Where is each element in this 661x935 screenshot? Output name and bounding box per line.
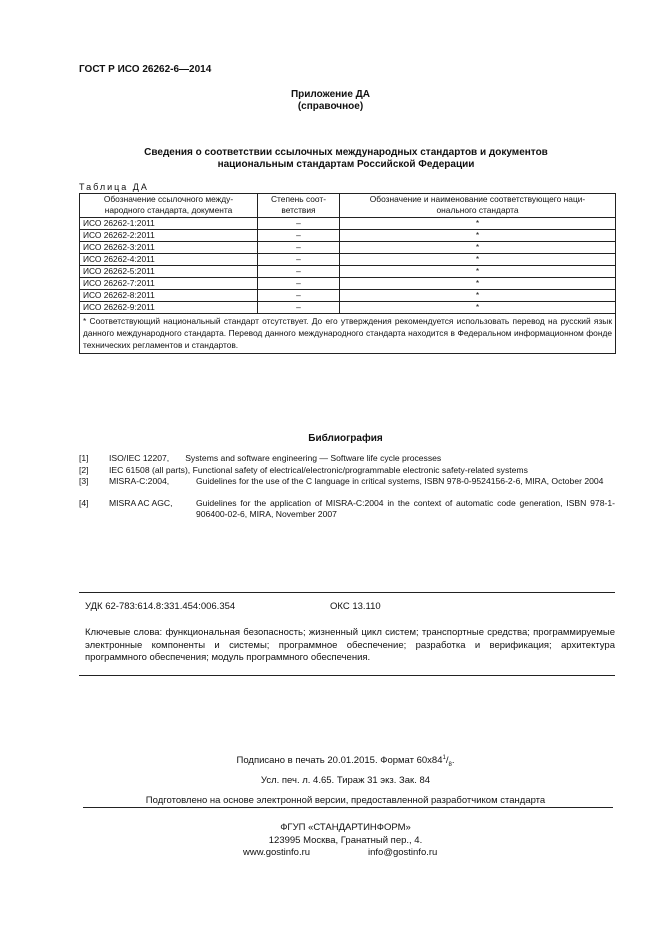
table-row (80, 290, 616, 302)
cell-reference: ИСО 26262-2:2011 (80, 230, 258, 242)
bibliography-heading: Библиография (308, 433, 383, 444)
col-header-national-l2: онального стандарта (436, 205, 519, 215)
cell-degree: – (258, 278, 340, 290)
bib-text (109, 453, 615, 464)
col-header-national (340, 194, 616, 218)
bib-number: [2] (79, 465, 89, 475)
website-link[interactable]: www.gostinfo.ru (243, 847, 311, 858)
cell-degree: – (258, 290, 340, 302)
cell-national: * (340, 230, 616, 242)
table-caption: Таблица ДА (79, 182, 149, 192)
table-footnote: * Соответствующий национальный стандарт отсутствует. До его утверждения рекомендуется использовать перевод на русский язык данного международного стандарта. Перевод данного международного стандарта находится в Федеральном информационном фонде технических регламентов и стандартов. (80, 314, 616, 354)
bib-number: [1] (79, 453, 89, 463)
divider-top (79, 592, 615, 593)
table-row (80, 230, 616, 242)
bib-title: Guidelines for the application of MISRA-C:2004 in the context of automatic code generation, ISBN 978-1-906400-02-6, MIRA, November 2007 (196, 498, 615, 519)
bib-ref: MISRA-C:2004, (109, 476, 170, 486)
annex-subtitle: (справочное) (297, 101, 364, 112)
col-header-reference-l1: Обозначение ссылочного между- (103, 194, 234, 204)
section-title-line2: национальным стандартам Российской Федерации (217, 159, 475, 170)
col-header-reference-l2: народного стандарта, документа (104, 205, 233, 215)
bib-title: Functional safety of electrical/electronic/programmable electronic safety-related systems (192, 465, 528, 475)
annex-title: Приложение ДА (290, 89, 371, 100)
divider-bottom (79, 675, 615, 676)
signed-text: Подписано в печать 20.01.2015. Формат 60x84 (236, 755, 443, 767)
cell-degree: – (258, 242, 340, 254)
bib-number: [4] (79, 498, 89, 508)
correspondence-table (79, 193, 616, 354)
col-header-reference (80, 194, 258, 218)
cell-reference: ИСО 26262-9:2011 (80, 302, 258, 314)
signed-line: Подписано в печать 20.01.2015. Формат $60x84^1/_8$. (236, 755, 455, 769)
col-header-degree-l1: Степень соот- (271, 194, 326, 204)
cell-national: * (340, 278, 616, 290)
cell-national: * (340, 254, 616, 266)
cell-degree: – (258, 266, 340, 278)
cell-reference: ИСО 26262-1:2011 (80, 218, 258, 230)
prepared-note: Подготовлено на основе электронной версии, предоставленной разработчиком стандарта (145, 795, 546, 806)
udk-code: УДК 62-783:614.8:331.454:006.354 (85, 601, 236, 612)
table-row (80, 266, 616, 278)
keywords: Ключевые слова: функциональная безопасность; жизненный цикл систем; транспортные средства; программируемые электронные компоненты и системы; программное обеспечение; разработка и верификация; архитектура программного обеспечения; модуль программного обеспечения. (85, 627, 615, 663)
publisher-address: 123995 Москва, Гранатный пер., 4. (268, 835, 423, 846)
cell-national: * (340, 302, 616, 314)
publisher: ФГУП «СТАНДАРТИНФОРМ» (280, 822, 411, 833)
table-row (80, 302, 616, 314)
cell-reference: ИСО 26262-7:2011 (80, 278, 258, 290)
col-header-degree-l2: ветствия (281, 205, 316, 215)
bibliography-entry (79, 498, 615, 520)
signed-suffix: . (451, 755, 455, 767)
cell-national: * (340, 290, 616, 302)
bibliography-entry (79, 476, 615, 498)
bib-ref: IEC 61508 (all parts), (109, 465, 191, 475)
bib-ref: MISRA AC AGC, (109, 498, 173, 508)
bibliography-entry (79, 453, 615, 464)
table-row (80, 242, 616, 254)
format-sup: 1 (442, 755, 446, 761)
cell-reference: ИСО 26262-4:2011 (80, 254, 258, 266)
format-sub: 8 (448, 762, 452, 769)
cell-reference: ИСО 26262-8:2011 (80, 290, 258, 302)
bib-ref: ISO/IEC 12207, (109, 453, 170, 463)
cell-reference: ИСО 26262-5:2011 (80, 266, 258, 278)
cell-degree: – (258, 254, 340, 266)
cell-national: * (340, 266, 616, 278)
cell-degree: – (258, 302, 340, 314)
cell-national: * (340, 218, 616, 230)
bib-text (109, 465, 615, 476)
cell-national: * (340, 242, 616, 254)
print-sheets: Усл. печ. л. 4.65. Тираж 31 экз. Зак. 84 (260, 775, 431, 786)
section-title-line1: Сведения о соответствии ссылочных международных стандартов и документов (144, 147, 548, 158)
email-link[interactable]: info@gostinfo.ru (368, 847, 438, 858)
bib-title: Guidelines for the use of the C language in critical systems, ISBN 978-0-9524156-2-6, MIRA, October 2004 (196, 476, 604, 486)
col-header-degree (258, 194, 340, 218)
table-row (80, 278, 616, 290)
prepared-underline (83, 807, 613, 808)
table-row (80, 254, 616, 266)
table-row (80, 218, 616, 230)
document-code: ГОСТ Р ИСО 26262-6—2014 (79, 64, 212, 75)
cell-reference: ИСО 26262-3:2011 (80, 242, 258, 254)
cell-degree: – (258, 218, 340, 230)
col-header-national-l1: Обозначение и наименование соответствующего наци- (369, 194, 586, 204)
bib-number: [3] (79, 476, 89, 486)
oks-code: ОКС 13.110 (330, 601, 381, 612)
bibliography-entry (79, 465, 615, 476)
bib-title: Systems and software engineering — Software life cycle processes (185, 453, 442, 463)
cell-degree: – (258, 230, 340, 242)
